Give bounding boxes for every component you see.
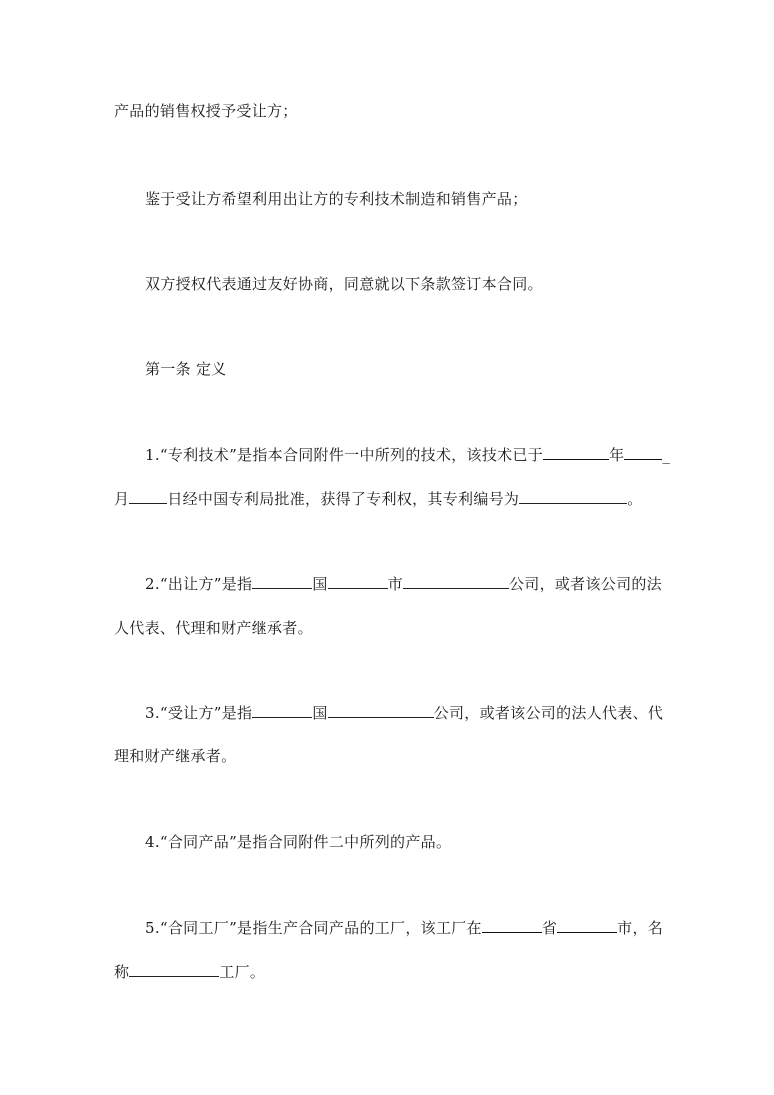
paragraph-1 [114,101,298,121]
clause-text: _ [662,446,671,464]
clause-text: 工厂。 [219,963,266,981]
blank-field[interactable] [624,458,662,460]
blank-field[interactable] [328,587,388,589]
clause-1-line-1 [145,445,670,465]
clause-text: 年 [609,446,625,464]
blank-field[interactable] [129,975,219,977]
blank-field[interactable] [543,458,609,460]
clause-text: 公司，或者该公司的法人代表、代 [433,704,664,722]
clause-text: 2.“出让方”是指 [145,575,253,593]
clause-1-line-2 [114,489,643,509]
blank-field[interactable] [482,931,542,933]
blank-field[interactable] [328,716,434,718]
clause-text: 。 [627,490,643,508]
blank-field[interactable] [557,931,617,933]
clause-text: 3.“受让方”是指 [145,704,253,722]
clause-text: 5.“合同工厂”是指生产合同产品的工厂，该工厂在 [145,919,482,937]
clause-3-line-2 [114,746,236,766]
clause-text: 国 [312,704,328,722]
paragraph-2 [145,189,528,209]
clause-text: 国 [312,575,328,593]
clause-4 [145,832,451,852]
article-heading [145,359,227,379]
clause-text: 理和财产继承者。 [114,747,237,765]
clause-2-line-2 [114,618,313,638]
clause-5-line-1 [145,918,663,938]
blank-field[interactable] [252,716,312,718]
clause-text: 1.“专利技术”是指本合同附件一中所列的技术，该技术已于 [145,446,544,464]
clause-5-line-2 [114,962,265,982]
paragraph-3 [145,274,543,294]
clause-text: 月 [114,490,130,508]
clause-text: 4.“合同产品”是指合同附件二中所列的产品。 [145,833,452,851]
clause-text: 市 [387,575,403,593]
clause-2-line-1 [145,574,662,594]
clause-text: 省 [541,919,558,937]
paragraph-text: 产品的销售权授予受让方； [114,102,298,120]
clause-text: 公司，或者该公司的法 [508,575,662,593]
blank-field[interactable] [252,587,312,589]
clause-text: 人代表、代理和财产继承者。 [114,619,313,637]
clause-text: 市，名 [617,919,664,937]
blank-field[interactable] [519,502,627,504]
heading-text: 第一条 定义 [145,360,227,378]
clause-text: 称 [114,963,130,981]
blank-field[interactable] [403,587,509,589]
clause-text: 日经中国专利局批准，获得了专利权，其专利编号为 [167,490,520,508]
blank-field[interactable] [129,502,167,504]
paragraph-text: 鉴于受让方希望利用出让方的专利技术制造和销售产品； [145,190,528,208]
clause-3-line-1 [145,703,663,723]
paragraph-text: 双方授权代表通过友好协商，同意就以下条款签订本合同。 [145,275,543,293]
